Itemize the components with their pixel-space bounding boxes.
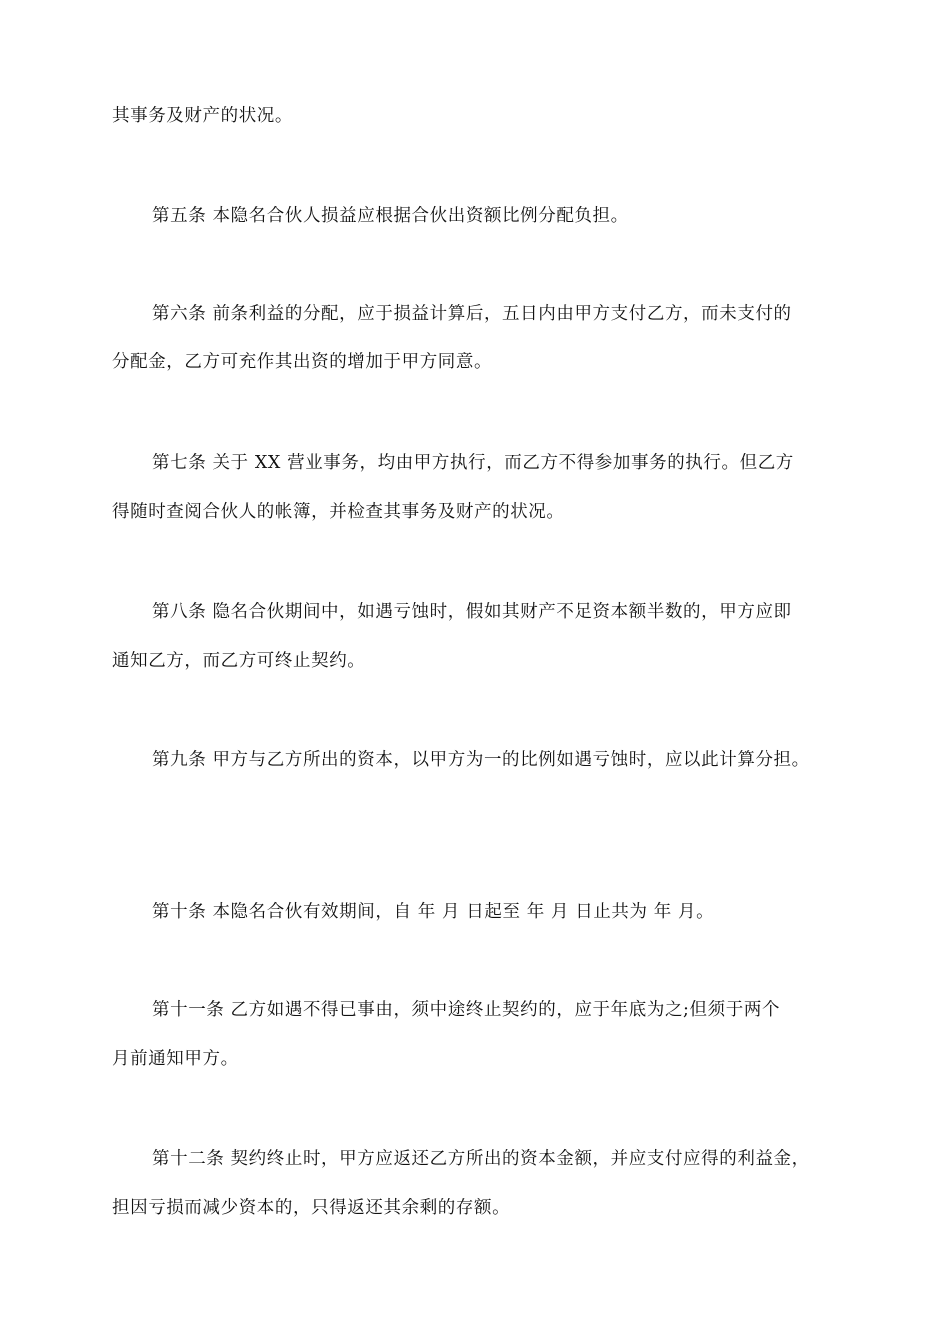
article-12-line-1: 第十二条 契约终止时，甲方应返还乙方所出的资本金额，并应支付应得的利益金， xyxy=(152,1149,810,1169)
article-7-line-2: 得随时查阅合伙人的帐簿，并检查其事务及财产的状况。 xyxy=(112,502,565,522)
article-11-line-2: 月前通知甲方。 xyxy=(112,1049,239,1069)
article-10-line-1: 第十条 本隐名合伙有效期间，自 年 月 日起至 年 月 日止共为 年 月。 xyxy=(152,902,715,922)
paragraph-continuation-line-1: 其事务及财产的状况。 xyxy=(112,106,293,126)
article-11-line-1: 第十一条 乙方如遇不得已事由，须中途终止契约的，应于年底为之;但须于两个 xyxy=(152,1000,781,1020)
article-12-line-2: 担因亏损而减少资本的，只得返还其余剩的存额。 xyxy=(112,1198,511,1218)
article-6-line-2: 分配金，乙方可充作其出资的增加于甲方同意。 xyxy=(112,352,493,372)
article-7-line-1: 第七条 关于 XX 营业事务，均由甲方执行，而乙方不得参加事务的执行。但乙方 xyxy=(152,453,794,473)
article-6-line-1: 第六条 前条利益的分配，应于损益计算后，五日内由甲方支付乙方，而未支付的 xyxy=(152,304,792,324)
article-8-line-2: 通知乙方，而乙方可终止契约。 xyxy=(112,651,366,671)
article-9-line-1: 第九条 甲方与乙方所出的资本，以甲方为一的比例如遇亏蚀时，应以此计算分担。 xyxy=(152,750,810,770)
article-5-line-1: 第五条 本隐名合伙人损益应根据合伙出资额比例分配负担。 xyxy=(152,206,629,226)
article-8-line-1: 第八条 隐名合伙期间中，如遇亏蚀时，假如其财产不足资本额半数的，甲方应即 xyxy=(152,602,792,622)
